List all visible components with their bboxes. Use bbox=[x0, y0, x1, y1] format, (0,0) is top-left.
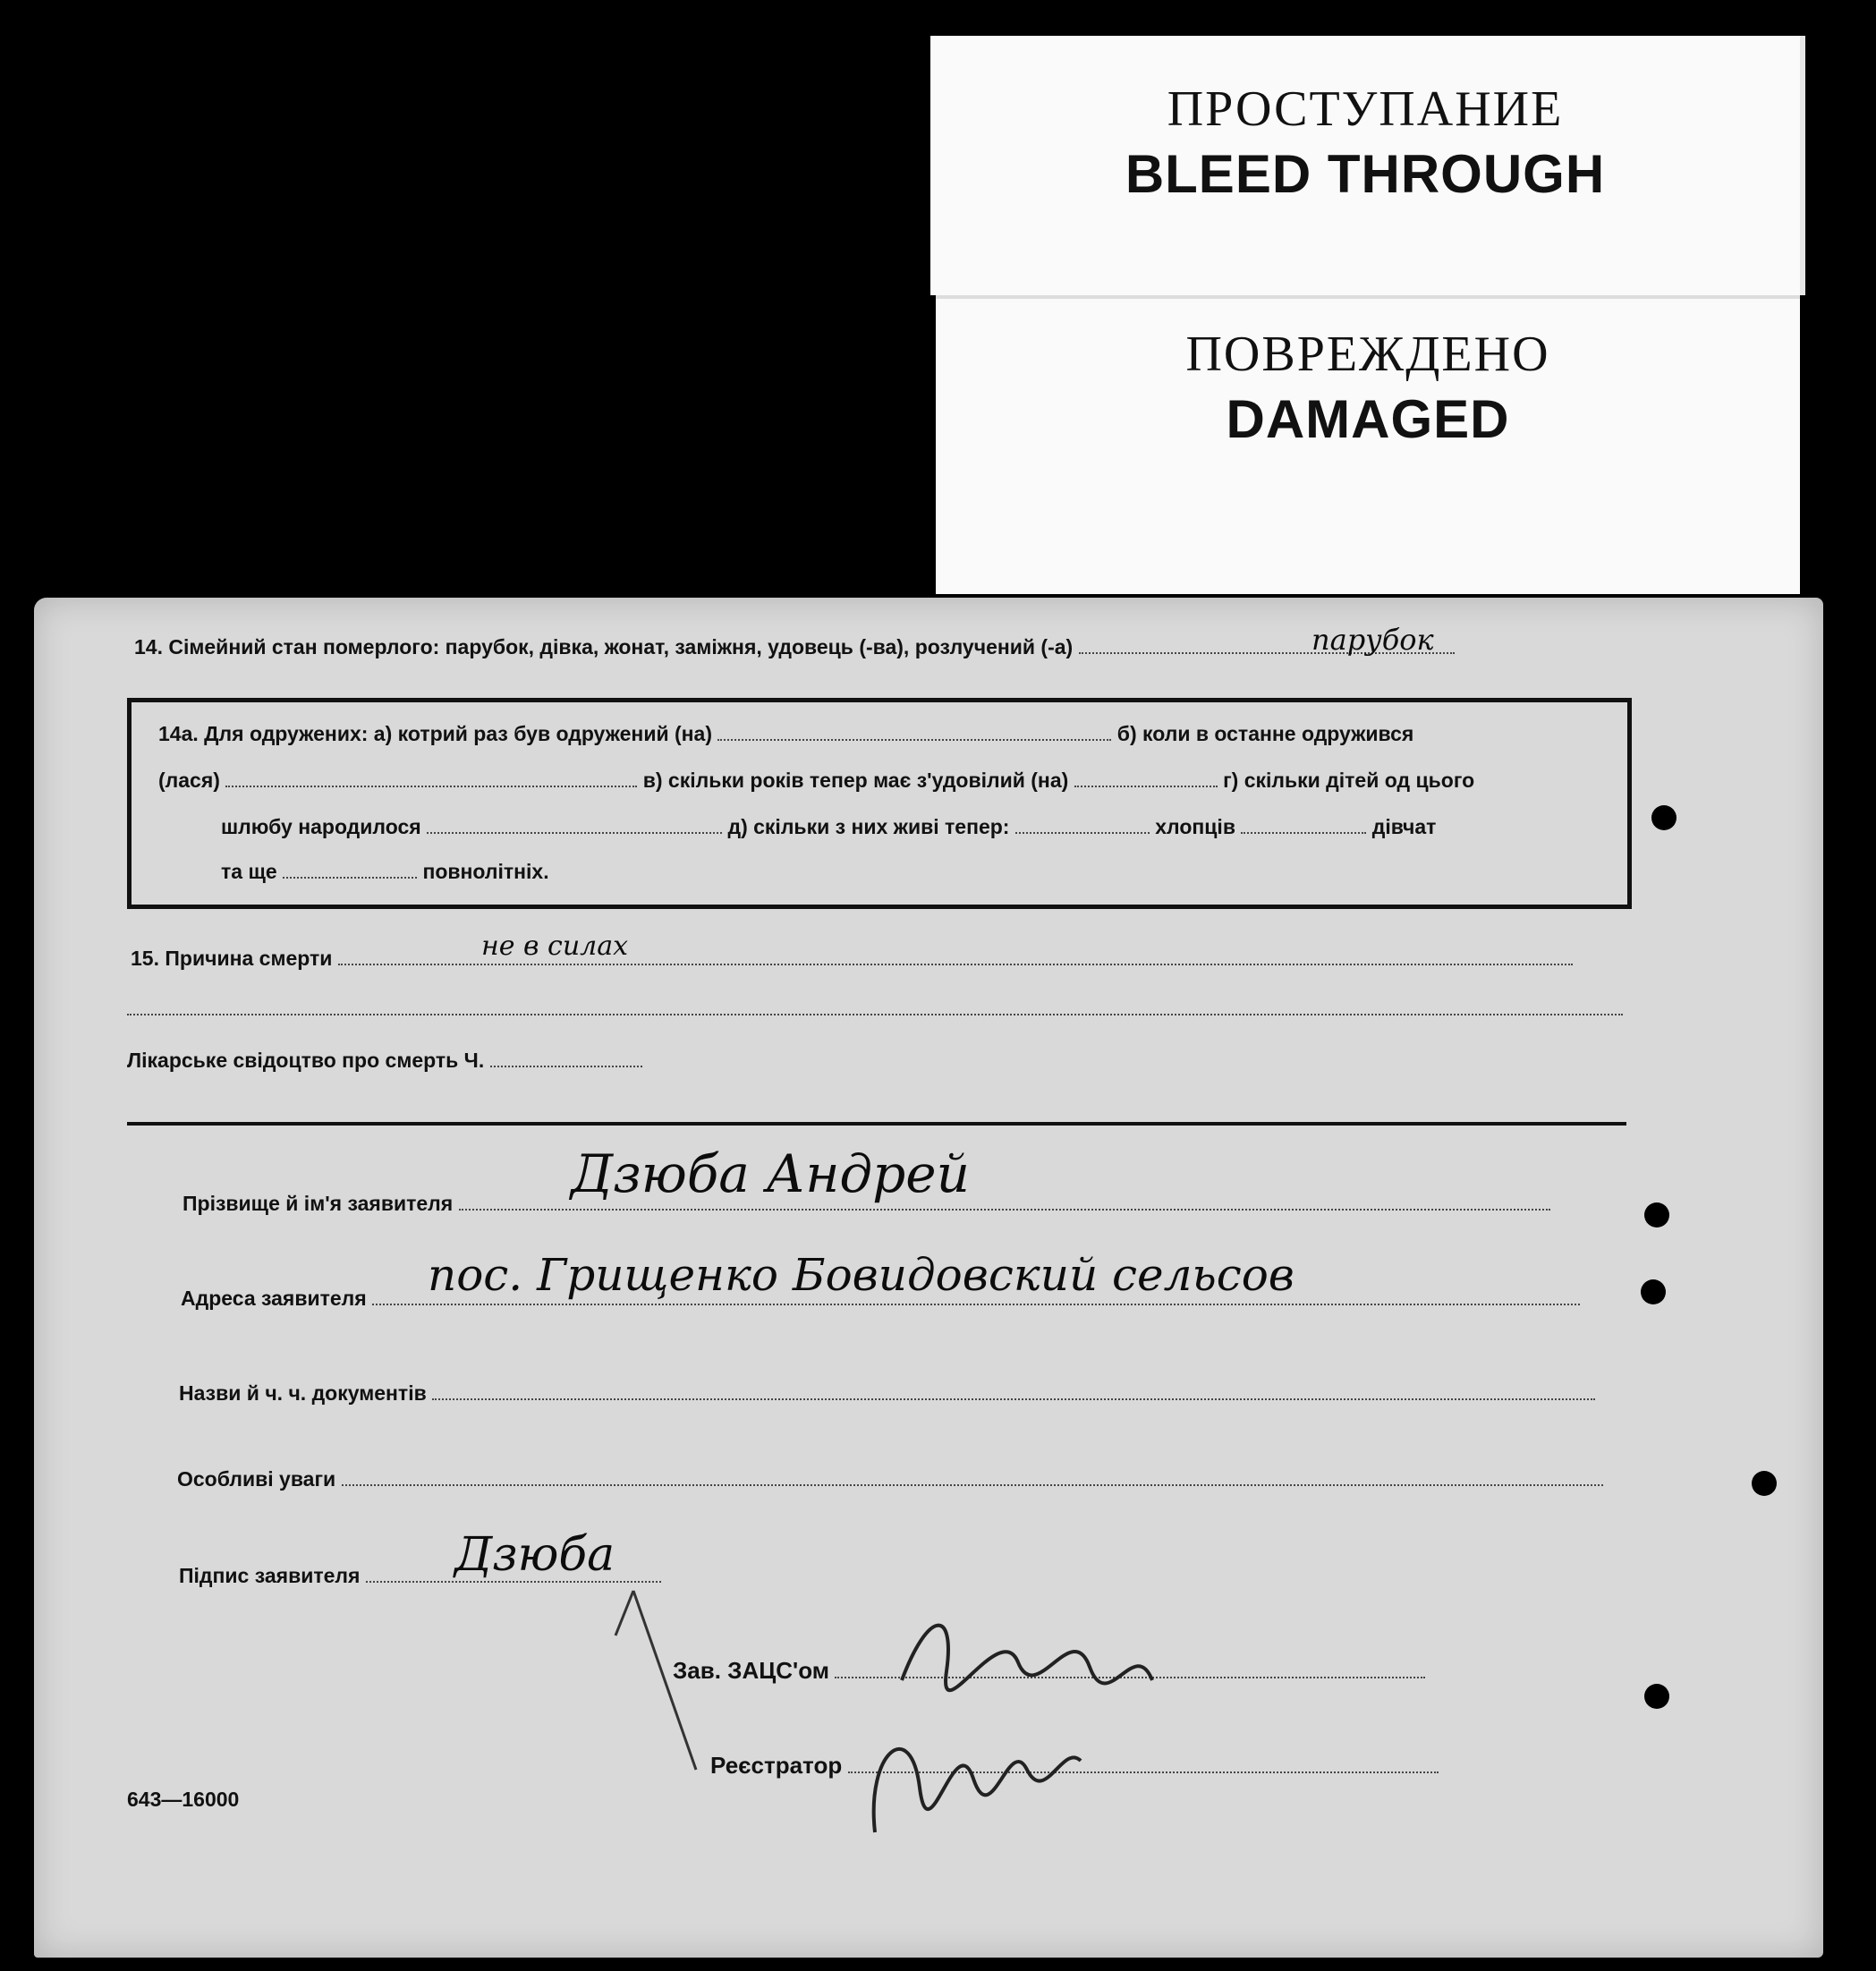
field-14a-b-label: б) коли в останне одружився bbox=[1116, 722, 1414, 745]
field-14a-more-line bbox=[283, 861, 417, 879]
documents-label: Назви й ч. ч. документів bbox=[179, 1381, 427, 1405]
field-15-line-2 bbox=[127, 997, 1623, 1021]
field-14a-v-line bbox=[1074, 769, 1218, 787]
field-14a-d-label: д) скільки з них живі тепер: bbox=[727, 815, 1010, 838]
registrar-label: Реєстратор bbox=[710, 1752, 843, 1779]
field-15-row bbox=[131, 947, 1573, 971]
field-15-number: 15. bbox=[131, 947, 159, 970]
bleed-through-ru: ПРОСТУПАНИЕ bbox=[1167, 81, 1564, 137]
notes-row bbox=[177, 1467, 1603, 1491]
field-14a-adults-label: повнолітніх. bbox=[422, 860, 549, 883]
field-14-value: парубок bbox=[1312, 623, 1434, 657]
field-14a-b-line bbox=[225, 769, 637, 787]
punch-hole bbox=[1644, 1202, 1669, 1228]
stamp-stroke-mark bbox=[607, 1582, 714, 1779]
bleed-through-en: BLEED THROUGH bbox=[1125, 144, 1606, 204]
head-signature-mark bbox=[893, 1600, 1161, 1698]
applicant-address-value: пос. Грищенко Бовидовский сельсов bbox=[428, 1249, 1295, 1301]
punch-hole bbox=[1641, 1279, 1666, 1304]
field-14a-box bbox=[127, 698, 1632, 909]
documents-line bbox=[432, 1382, 1595, 1400]
field-14a-girls-label: дівчат bbox=[1371, 815, 1437, 838]
signature-label: Підпис заявителя bbox=[179, 1564, 361, 1587]
punch-hole bbox=[1644, 1684, 1669, 1709]
medcert-line bbox=[490, 1049, 642, 1067]
field-14a-row-1 bbox=[158, 722, 1413, 746]
field-14a-g-label: г) скільки дітей од цього bbox=[1223, 769, 1475, 792]
damaged-ru: ПОВРЕЖДЕНО bbox=[1185, 327, 1550, 382]
damaged-card bbox=[936, 295, 1800, 594]
field-14a-d-line bbox=[1015, 816, 1150, 834]
field-14-label: Сімейний стан померлого: парубок, дівка, жонат, заміжня, удовець (-ва), розлучений (-а) bbox=[168, 635, 1074, 658]
notes-line bbox=[342, 1468, 1603, 1486]
field-14a-more-label: та ще bbox=[221, 860, 277, 883]
damaged-en: DAMAGED bbox=[1226, 389, 1510, 449]
field-15-value: не в силах bbox=[481, 930, 629, 962]
field-15-label: Причина смерти bbox=[165, 947, 333, 970]
death-record-form bbox=[34, 598, 1823, 1958]
documents-row bbox=[179, 1381, 1595, 1406]
field-14a-b-cont: (лася) bbox=[158, 769, 220, 792]
medcert-row bbox=[127, 1049, 642, 1073]
field-14-row bbox=[134, 635, 1455, 659]
notes-label: Особливі уваги bbox=[177, 1467, 336, 1491]
medcert-label: Лікарське свідоцтво про смерть Ч. bbox=[127, 1049, 485, 1072]
field-14a-row-3 bbox=[221, 815, 1436, 839]
field-14a-row-4 bbox=[221, 860, 549, 884]
field-14a-v-label: в) скільки років тепер має з'удовілий (на) bbox=[642, 769, 1069, 792]
field-14-number: 14. bbox=[134, 635, 163, 658]
punch-hole bbox=[1651, 805, 1677, 830]
section-divider bbox=[127, 1122, 1626, 1126]
registrar-signature-mark bbox=[857, 1698, 1090, 1850]
field-14a-g-line bbox=[427, 816, 722, 834]
applicant-name-label: Прізвище й ім'я заявителя bbox=[183, 1192, 454, 1215]
signature-value: Дзюба bbox=[454, 1528, 615, 1582]
field-14a-g-cont: шлюбу народилося bbox=[221, 815, 421, 838]
field-14a-boys-label: хлопців bbox=[1155, 815, 1235, 838]
field-14a-number: 14а. bbox=[158, 722, 199, 745]
applicant-address-label: Адреса заявителя bbox=[181, 1287, 367, 1310]
applicant-name-value: Дзюба Андрей bbox=[571, 1143, 970, 1204]
field-14a-a-label: Для одружених: а) котрий раз був одружений (на) bbox=[204, 722, 712, 745]
print-code: 643—16000 bbox=[127, 1788, 240, 1811]
field-14a-a-line bbox=[717, 723, 1111, 741]
field-14a-row-2 bbox=[158, 769, 1474, 793]
punch-hole bbox=[1752, 1471, 1777, 1496]
field-14a-boys-line bbox=[1241, 816, 1366, 834]
head-label: Зав. ЗАЦС'ом bbox=[673, 1657, 829, 1684]
bleed-through-card bbox=[930, 36, 1805, 295]
